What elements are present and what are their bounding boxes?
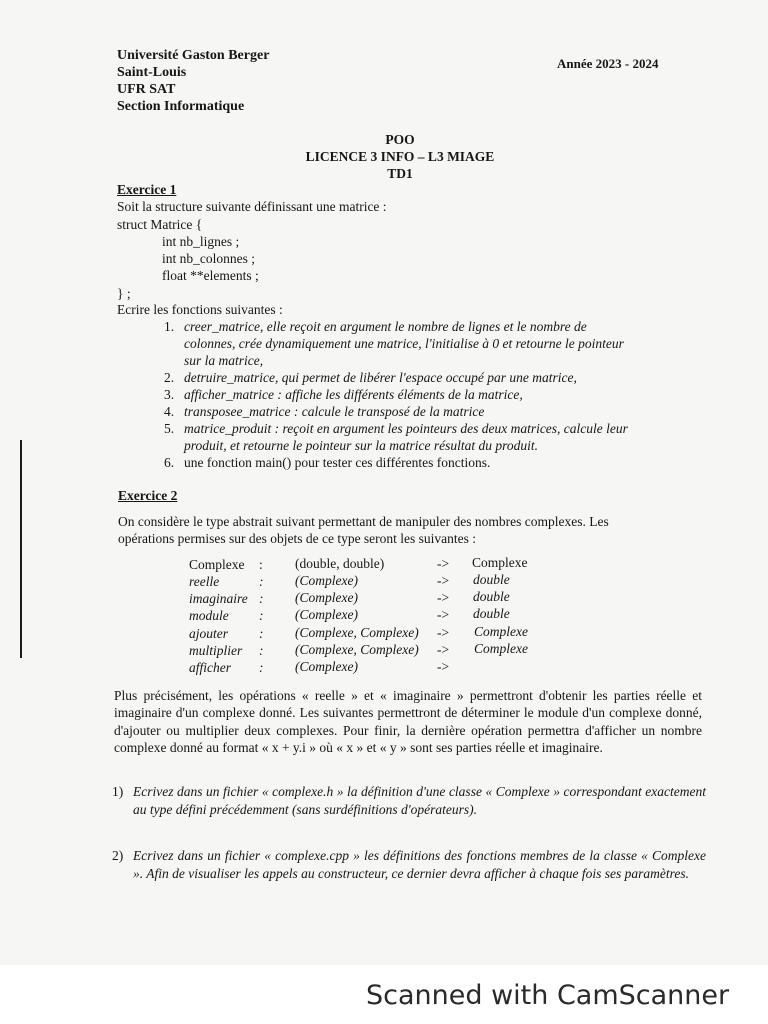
op-result: Complexe — [474, 641, 528, 656]
function-item — [164, 319, 587, 335]
exercise1-intro: Soit la structure suivante définissant une matrice : — [117, 199, 387, 214]
item-text: une fonction main() pour tester ces différentes fonctions. — [184, 455, 491, 470]
item-number: 4. — [164, 404, 175, 419]
op-name: multiplier — [189, 643, 243, 658]
question-text: Ecrivez dans un fichier « complexe.cpp » les définitions des fonctions membres de la classe « Complexe ». Afin de visualiser les appels au constructeur, ce dernier devra afficher à chaque fois ses paramètres. — [133, 848, 706, 881]
op-arrow: -> — [437, 573, 450, 588]
op-arrow: -> — [437, 556, 450, 571]
struct-field: float **elements ; — [162, 268, 259, 283]
op-result: double — [473, 606, 510, 621]
struct-open: struct Matrice { — [117, 217, 203, 232]
op-args: (Complexe, Complexe) — [295, 642, 419, 657]
academic-year: Année 2023 - 2024 — [557, 56, 659, 71]
function-item — [164, 455, 490, 471]
item-number: 5. — [164, 421, 175, 436]
function-item — [164, 421, 628, 437]
op-separator: : — [259, 660, 264, 675]
op-name: imaginaire — [189, 591, 248, 606]
functions-intro: Ecrire les fonctions suivantes : — [117, 302, 283, 317]
struct-close: } ; — [117, 286, 131, 301]
item-number: 6. — [164, 455, 175, 470]
function-item — [164, 370, 577, 386]
level-title: LICENCE 3 INFO – L3 MIAGE — [305, 149, 495, 164]
exercise1-heading: Exercice 1 — [117, 182, 177, 197]
op-separator: : — [259, 608, 264, 623]
op-arrow: -> — [437, 590, 450, 605]
op-args: (Complexe, Complexe) — [295, 625, 419, 640]
op-result: Complexe — [474, 624, 528, 639]
op-name: reelle — [189, 574, 220, 589]
op-arrow: -> — [437, 659, 450, 674]
op-name: Complexe — [189, 557, 245, 572]
item-text: afficher_matrice : affiche les différents éléments de la matrice, — [184, 387, 523, 402]
function-item — [164, 404, 484, 420]
item-text: creer_matrice, elle reçoit en argument le nombre de lignes et le nombre de — [184, 319, 587, 334]
op-result: Complexe — [472, 555, 528, 570]
explanation-paragraph: Plus précisément, les opérations « reelle » et « imaginaire » permettront d'obtenir les parties réelle et imaginaire d'un complexe donné. Les suivantes permettront de déterminer le module d'un complexe donné, d'ajouter ou multiplier deux complexes. Pour finir, la dernière opération permettra d'afficher un nombre complexe donné au format « x + y.i » où « x » et « y » sont ses parties réelle et imaginaire. — [114, 688, 702, 755]
op-args: (Complexe) — [295, 659, 358, 674]
op-separator: : — [259, 643, 264, 658]
exercise2-intro: On considère le type abstrait suivant permettant de manipuler des nombres complexes. Les — [118, 514, 609, 529]
op-arrow: -> — [437, 607, 450, 622]
item-number: 1. — [164, 319, 175, 334]
op-result: double — [473, 572, 510, 587]
section-name: Section Informatique — [117, 99, 245, 114]
question-text: Ecrivez dans un fichier « complexe.h » la définition d'une classe « Complexe » correspondant exactement au type défini précédemment (sans surdéfinitions d'opérateurs). — [133, 784, 706, 817]
op-name: module — [189, 608, 229, 623]
question-number: 1) — [112, 784, 124, 799]
td-title: TD1 — [387, 166, 413, 181]
op-name: ajouter — [189, 626, 228, 641]
op-separator: : — [259, 557, 263, 572]
op-separator: : — [259, 626, 264, 641]
university-name: Université Gaston Berger — [117, 48, 270, 63]
ufr-name: UFR SAT — [117, 82, 176, 97]
item-number: 2. — [164, 370, 175, 385]
item-text-continued: colonnes, crée dynamiquement une matrice, l'initialise à 0 et retourne le pointeur — [184, 336, 624, 351]
op-name: afficher — [189, 660, 231, 675]
op-args: (Complexe) — [295, 573, 358, 588]
function-item — [164, 387, 523, 403]
item-number: 3. — [164, 387, 175, 402]
exercise2-intro: opérations permises sur des objets de ce type seront les suivantes : — [118, 531, 477, 546]
item-text: detruire_matrice, qui permet de libérer l'espace occupé par une matrice, — [184, 370, 577, 385]
op-result: double — [473, 589, 510, 604]
item-text-continued: produit, et retourne le pointeur sur la matrice résultat du produit. — [184, 438, 538, 453]
item-text-continued: sur la matrice, — [184, 353, 264, 368]
camscanner-watermark: Scanned with CamScanner — [366, 980, 730, 1011]
op-arrow: -> — [437, 642, 450, 657]
op-separator: : — [259, 574, 264, 589]
item-text: transposee_matrice : calcule le transposé de la matrice — [184, 404, 485, 419]
exercise2-heading: Exercice 2 — [118, 488, 178, 503]
struct-field: int nb_lignes ; — [162, 234, 240, 249]
op-args: (Complexe) — [295, 590, 358, 605]
course-title: POO — [385, 132, 415, 147]
item-text: matrice_produit : reçoit en argument les pointeurs des deux matrices, calcule leur — [184, 421, 628, 436]
op-separator: : — [259, 591, 264, 606]
scan-edge-line — [20, 440, 22, 658]
op-arrow: -> — [437, 625, 450, 640]
question-number: 2) — [112, 848, 124, 863]
question-2 — [112, 847, 706, 882]
city-name: Saint-Louis — [117, 65, 187, 80]
op-args: (Complexe) — [295, 607, 358, 622]
op-args: (double, double) — [295, 556, 385, 571]
struct-field: int nb_colonnes ; — [162, 251, 255, 266]
question-1 — [112, 783, 706, 818]
